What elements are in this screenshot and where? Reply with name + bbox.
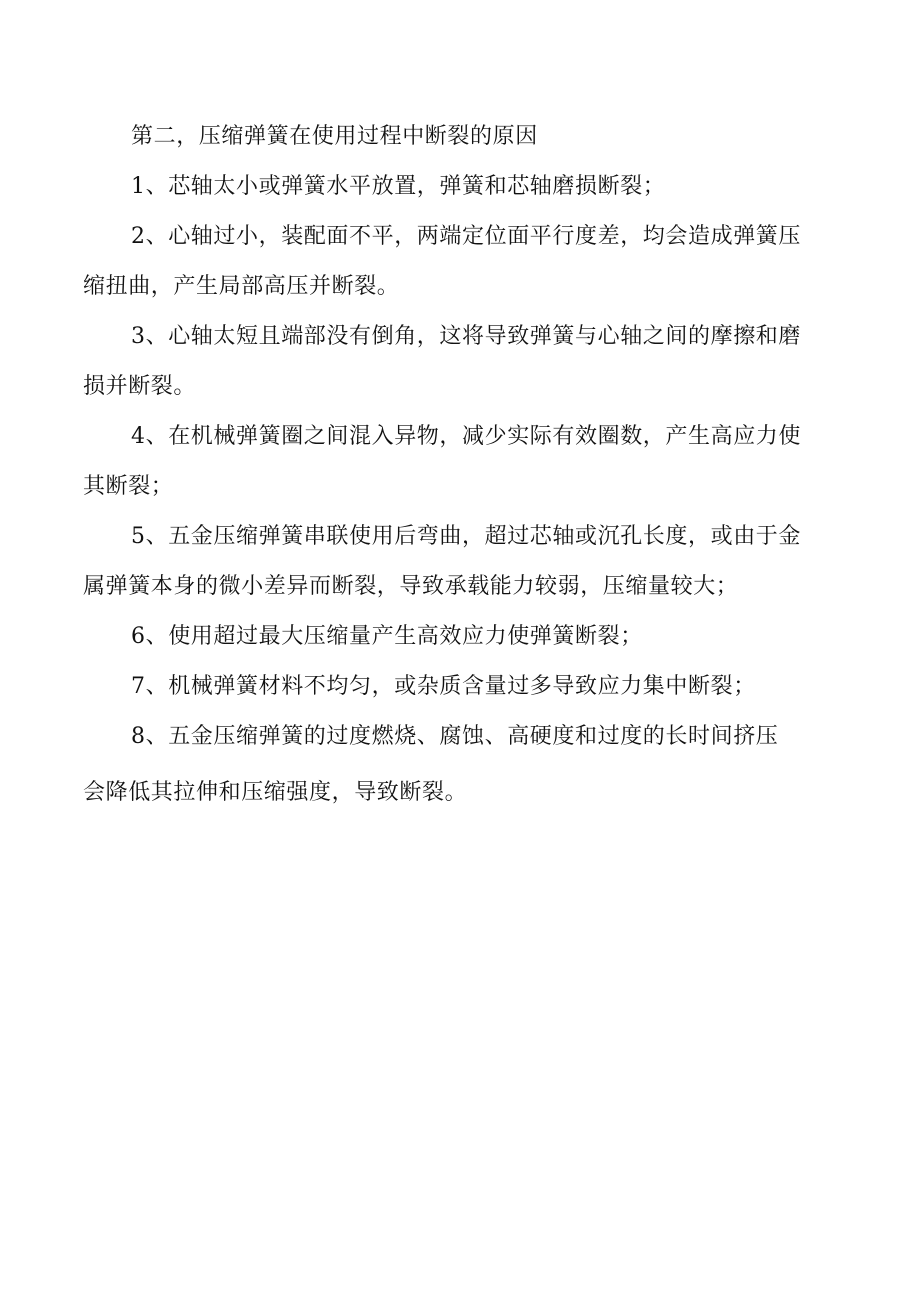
item-5-line-2: 属弹簧本身的微小差异而断裂，导致承载能力较弱，压缩量较大； (83, 574, 739, 599)
item-8-line-2: 会降低其拉伸和压缩强度，导致断裂。 (83, 780, 468, 805)
item-4-line-2: 其断裂； (83, 474, 174, 499)
item-3-line-1: 3、心轴太短且端部没有倒角，这将导致弹簧与心轴之间的摩擦和磨 (131, 324, 801, 349)
document-body (83, 112, 828, 818)
item-5-line-1: 5、五金压缩弹簧串联使用后弯曲，超过芯轴或沉孔长度，或由于金 (131, 524, 801, 549)
item-4-line-1: 4、在机械弹簧圈之间混入异物，减少实际有效圈数，产生高应力使 (131, 424, 801, 449)
section-heading: 第二，压缩弹簧在使用过程中断裂的原因 (131, 124, 538, 149)
item-7-line-1: 7、机械弹簧材料不均匀，或杂质含量过多导致应力集中断裂； (131, 674, 756, 699)
item-8-line-1: 8、五金压缩弹簧的过度燃烧、腐蚀、高硬度和过度的长时间挤压 (131, 724, 779, 749)
item-2-line-1: 2、心轴过小，装配面不平，两端定位面平行度差，均会造成弹簧压 (131, 224, 801, 249)
item-6-line-1: 6、使用超过最大压缩量产生高效应力使弹簧断裂； (131, 624, 643, 649)
item-2-line-2: 缩扭曲，产生局部高压并断裂。 (83, 274, 400, 299)
item-1-line-1: 1、芯轴太小或弹簧水平放置，弹簧和芯轴磨损断裂； (131, 174, 666, 199)
item-3-line-2: 损并断裂。 (83, 374, 197, 399)
